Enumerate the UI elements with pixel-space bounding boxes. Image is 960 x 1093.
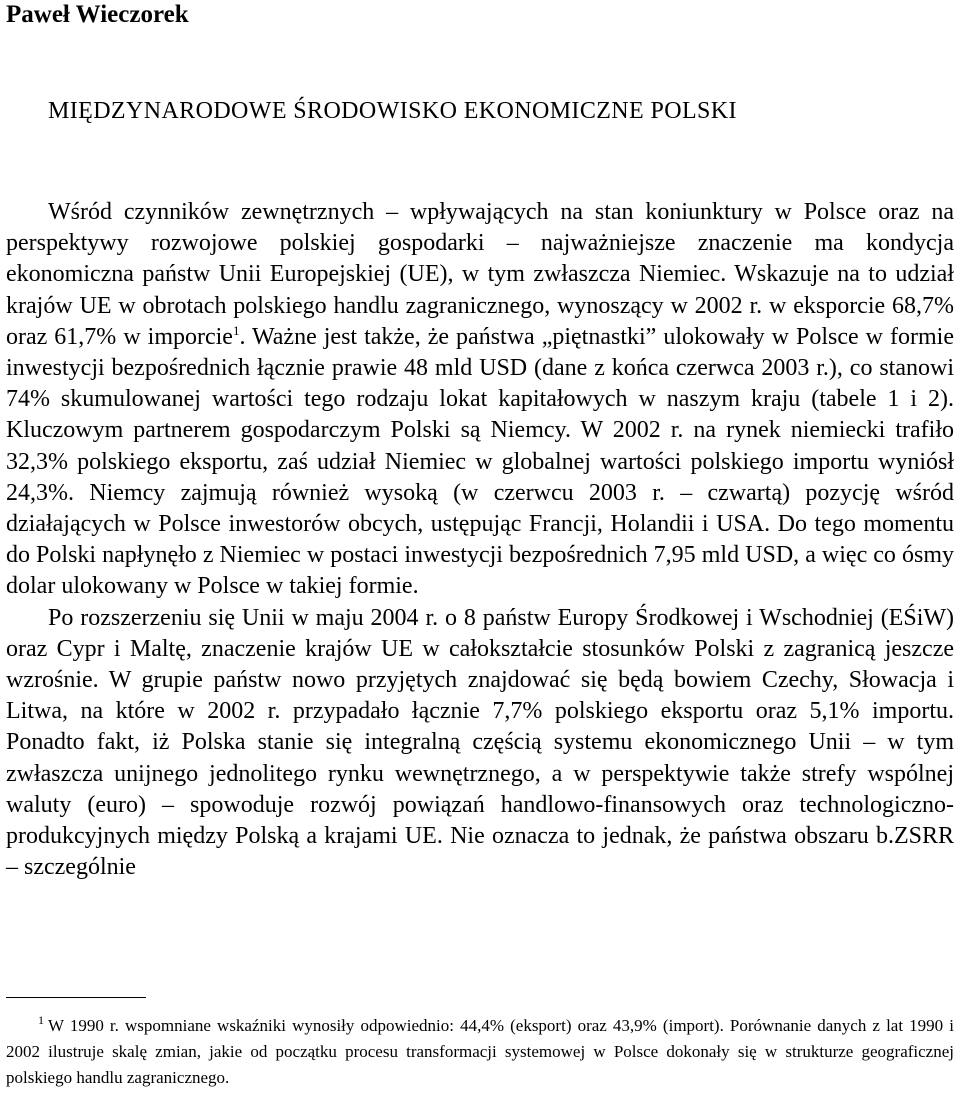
- paragraph-1-text: Wśród czynników zewnętrznych – wpływających na stan koniunktury w Polsce oraz na perspektywy rozwojowe polskiej gospodarki – najważniejsze znaczenie ma kondycja ekonomiczna państw Unii Europejskiej (UE), w tym zwłaszcza Niemiec. Wskazuje na to udział krajów UE w obrotach polskiego handlu zagranicznego, wynoszący w 2002 r. w eksporcie 68,7% oraz 61,7% w imporcie: [6, 199, 954, 350]
- paragraph-2: Po rozszerzeniu się Unii w maju 2004 r. o 8 państw Europy Środkowej i Wschodniej (EŚiW) oraz Cypr i Maltę, znaczenie krajów UE w całokształcie stosunków Polski z zagranicą jeszcze wzrośnie. W grupie państw nowo przyjętych znajdować się będą bowiem Czechy, Słowacja i Litwa, na które w 2002 r. przypadało łącznie 7,7% polskiego eksportu oraz 5,1% importu. Ponadto fakt, iż Polska stanie się integralną częścią systemu ekonomicznego Unii – w tym zwłaszcza unijnego jednolitego rynku wewnętrznego, a w perspektywie także strefy wspólnej waluty (euro) – spowoduje rozwój powiązań handlowo-finansowych oraz technologiczno-produkcyjnych między Polską a krajami UE. Nie oznacza to jednak, że państwa obszaru b.ZSRR – szczególnie: [6, 604, 954, 881]
- paragraph-1: [6, 197, 954, 603]
- author-name: Paweł Wieczorek: [6, 1, 189, 28]
- footnote-reference[interactable]: 1: [232, 322, 240, 338]
- footnote-number: 1: [38, 1013, 44, 1028]
- article-body: [6, 197, 954, 883]
- footnote-separator: [6, 997, 146, 998]
- footnote-text: W 1990 r. wspomniane wskaźniki wynosiły odpowiednio: 44,4% (eksport) oraz 43,9% (import). Porównanie danych z lat 1990 i 2002 ilustruje skalę zmian, jakie od początku procesu transformacji systemowej w Polsce dokonały się w strukturze geograficznej polskiego handlu zagranicznego.: [6, 1016, 954, 1087]
- paragraph-1-continuation: . Ważne jest także, że państwa „piętnastki” ulokowały w Polsce w formie inwestycji bezpośrednich łącznie prawie 48 mld USD (dane z końca czerwca 2003 r.), co stanowi 74% skumulowanej wartości tego rodzaju lokat kapitałowych w naszym kraju (tabele 1 i 2). Kluczowym partnerem gospodarczym Polski są Niemcy. W 2002 r. na rynek niemiecki trafiło 32,3% polskiego eksportu, zaś udział Niemiec w globalnej wartości polskiego importu wyniósł 24,3%. Niemcy zajmują również wysoką (w czerwcu 2003 r. – czwartą) pozycję wśród działających w Polsce inwestorów obcych, ustępując Francji, Holandii i USA. Do tego momentu do Polski napłynęło z Niemiec w postaci inwestycji bezpośrednich 7,95 mld USD, a więc co ósmy dolar ulokowany w Polsce w takiej formie.: [6, 323, 954, 600]
- article-title: MIĘDZYNARODOWE ŚRODOWISKO EKONOMICZNE POLSKI: [48, 98, 737, 124]
- footnote: [6, 1013, 954, 1091]
